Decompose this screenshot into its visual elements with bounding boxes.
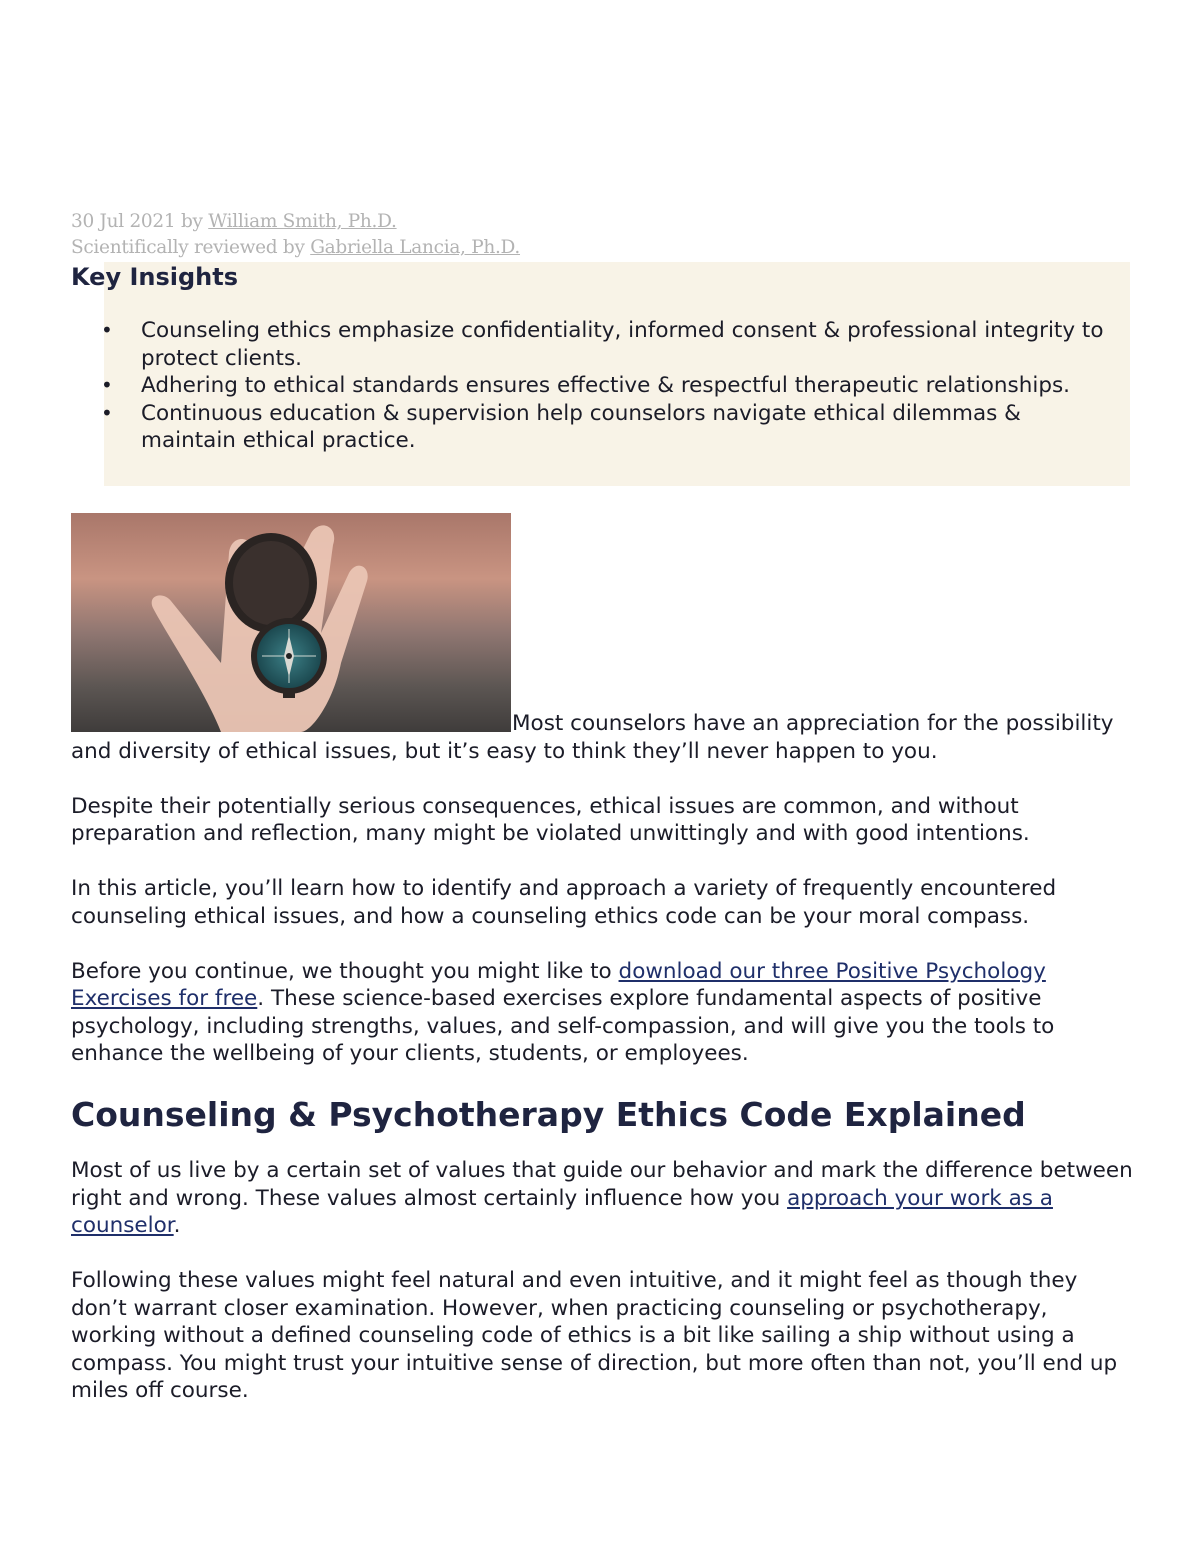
key-insight-item: • Counseling ethics emphasize confidentiality, informed consent & professional integrity to protect clients. [101, 318, 1104, 371]
key-insight-item: • Continuous education & supervision help counselors navigate ethical dilemmas & maintain ethical practice. [101, 400, 1021, 453]
paragraph: Most counselors have an appreciation for the possibility and diversity of ethical issues, but it’s easy to think they’ll never happen to you. [71, 711, 1114, 764]
compass-in-hand-image [71, 513, 511, 732]
paragraph: Following these values might feel natural and even intuitive, and it might feel as though they don’t warrant closer examination. However, when practicing counseling or psychotherapy, working without a defined counseling code of ethics is a bit like sailing a ship without using a compass. You might trust your intuitive sense of direction, but more often than not, you’ll end up miles off course. [71, 1268, 1118, 1403]
byline [71, 209, 520, 235]
article-meta [71, 209, 520, 261]
paragraph: Before you continue, we thought you might like to download our three Positive Psychology Exercises for free. These science-based exercises explore fundamental aspects of positive psychology, including strengths, values, and self-compassion, and will give you the tools to enhance the wellbeing of your clients, students, or employees. [71, 958, 1055, 1066]
paragraph: Despite their potentially serious consequences, ethical issues are common, and without preparation and reflection, many might be violated unwittingly and with good intentions. [71, 793, 1030, 846]
author-link[interactable]: William Smith, Ph.D. [208, 211, 397, 232]
key-insight-item: • Adhering to ethical standards ensures effective & respectful therapeutic relationships. [101, 373, 1071, 398]
reviewer-line [71, 235, 520, 261]
paragraph: In this article, you’ll learn how to identify and approach a variety of frequently encountered counseling ethical issues, and how a counseling ethics code can be your moral compass. [71, 876, 1057, 929]
reviewed-by-label: Scientifically reviewed by [71, 237, 305, 258]
publish-date: 30 Jul 2021 [71, 211, 176, 232]
bullet-icon: • [101, 373, 113, 397]
key-insights-list [101, 317, 1104, 455]
paragraph: Most of us live by a certain set of values that guide our behavior and mark the difference between right and wrong. These values almost certainly influence how you approach your work as a counselor. [71, 1158, 1133, 1238]
approach-work-link[interactable]: approach your work as a counselor [71, 1185, 1053, 1238]
bullet-icon: • [101, 318, 113, 342]
section-heading: Counseling & Psychotherapy Ethics Code Explained [71, 1095, 1026, 1134]
article-body [71, 710, 1136, 1432]
reviewer-link[interactable]: Gabriella Lancia, Ph.D. [310, 237, 521, 258]
by-label: by [180, 211, 203, 232]
download-exercises-link[interactable]: download our three Positive Psychology Exercises for free [71, 958, 1046, 1011]
bullet-icon: • [101, 400, 113, 425]
key-insights-box [101, 262, 1130, 486]
compass-illustration [71, 513, 511, 732]
key-insights-title: Key Insights [71, 263, 239, 291]
